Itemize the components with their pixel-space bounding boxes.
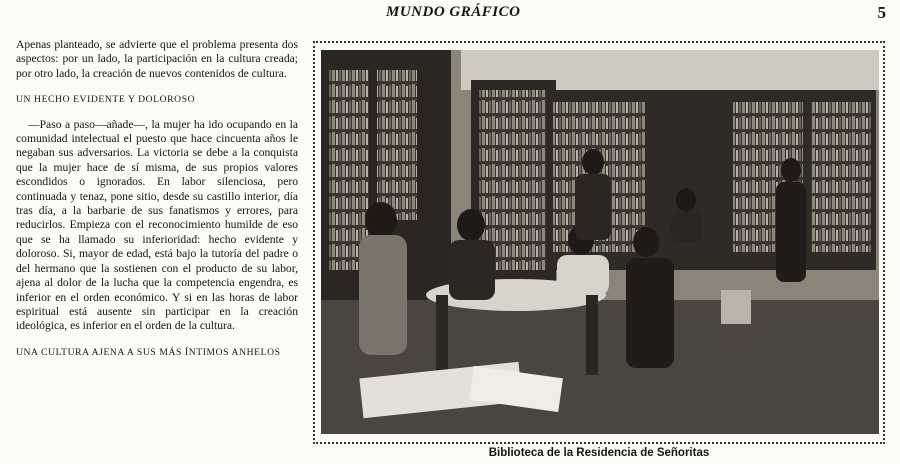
article-column bbox=[16, 38, 298, 360]
article-paragraph: Apenas planteado, se advierte que el problema presenta dos aspectos: por un lado, la participación en la cultura creada; por otro lado, la creación de nuevos contenidos de cultura. bbox=[16, 38, 298, 80]
page-number: 5 bbox=[877, 3, 886, 22]
photo-caption: Biblioteca de la Residencia de Señoritas bbox=[488, 447, 710, 459]
section-subheading: UNA CULTURA AJENA A SUS MÁS ÍNTIMOS ANHELOS bbox=[16, 346, 281, 358]
library-photo-illustration bbox=[321, 50, 879, 434]
article-paragraph: —Paso a paso—añade—, la mujer ha ido ocupando en la comunidad intelectual el puesto que hace cincuenta años le negaban sus adversarios. La victoria se debe a la conquista que la mujer hace de sí misma, de sus propios valores escondidos o ignorados. En labor silenciosa, pero continuada y tenaz, pone sitio, desde su castillo interior, día tras día, a la barbarie de sus fanatismos y errores, para reducirlos. Empieza con el reconocimiento humilde de eso que se ha llamado su inferioridad: hecho evidente y doloroso. Si, mayor de edad, está bajo la tutoría del padre o del hermano que la sostienen con el producto de su labor, ajena al dolor de la lucha que la competencia engendra, es inferior en el orden económico. Y si en las horas de labor espiritual está ausente sin participar en la creación ideológica, es inferior en el orden de la cultura. bbox=[16, 117, 298, 333]
library-photo bbox=[321, 50, 879, 434]
magazine-title: MUNDO GRÁFICO bbox=[386, 4, 521, 20]
section-subheading: UN HECHO EVIDENTE Y DOLOROSO bbox=[16, 94, 196, 106]
